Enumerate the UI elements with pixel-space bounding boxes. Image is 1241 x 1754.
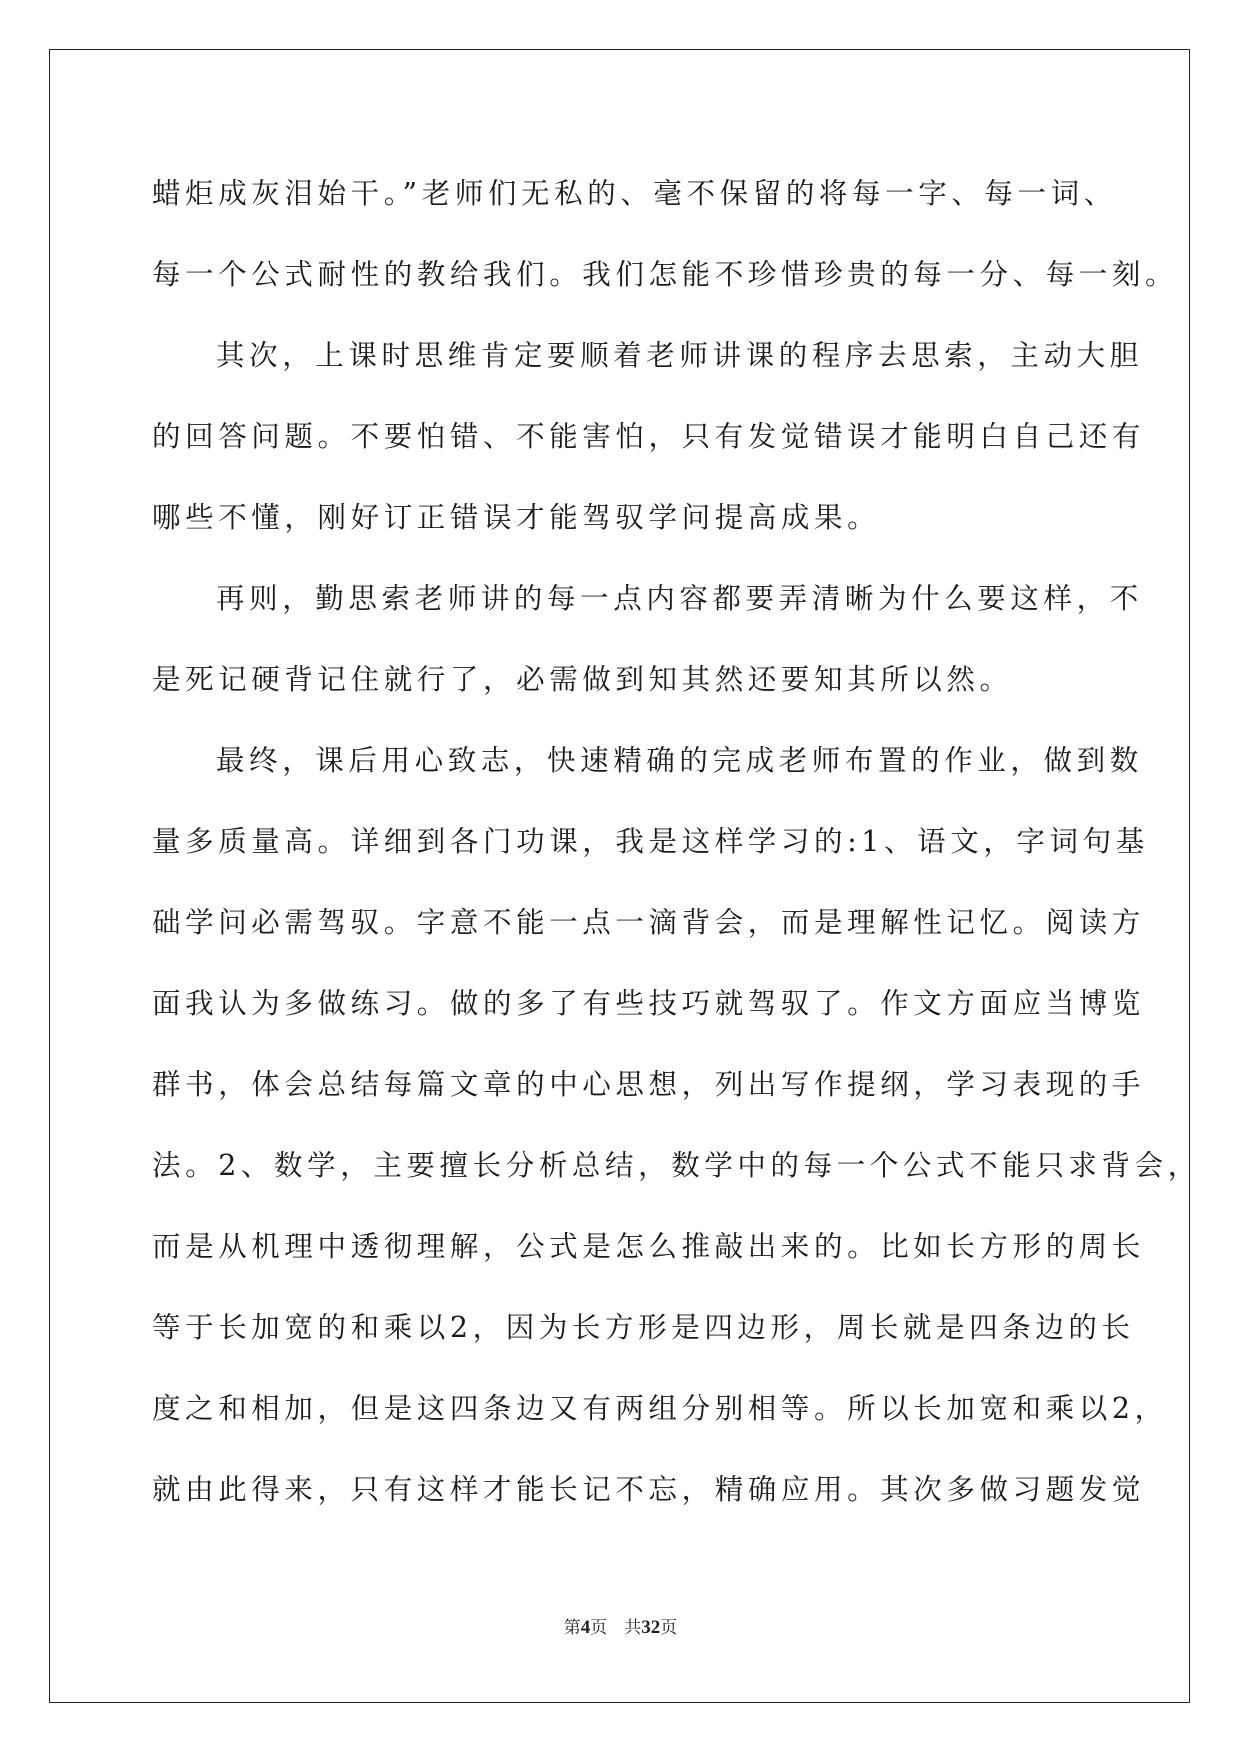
paragraph-start-line: 再则，勤思索老师讲的每一点内容都要弄清晰为什么要这样，不 [216,582,1143,615]
text-line: 等于长加宽的和乘以2，因为长方形是四边形，周长就是四条边的长 [152,1311,1135,1344]
text-line: 就由此得来，只有这样才能长记不忘，精确应用。其次多做习题发觉 [152,1473,1146,1506]
paragraph-start-line: 最终，课后用心致志，快速精确的完成老师布置的作业，做到数 [216,744,1143,777]
text-line: 面我认为多做练习。做的多了有些技巧就驾驭了。作文方面应当博览 [152,987,1146,1020]
paragraph-start-line: 其次，上课时思维肯定要顺着老师讲课的程序去思索，主动大胆 [216,339,1143,372]
text-line: 每一个公式耐性的教给我们。我们怎能不珍惜珍贵的每一分、每一刻。 [152,258,1179,291]
text-line: 而是从机理中透彻理解，公式是怎么推敲出来的。比如长方形的周长 [152,1230,1146,1263]
text-line: 量多质量高。详细到各门功课，我是这样学习的:1、语文，字词句基 [152,825,1149,858]
page-border [49,49,1201,1703]
text-line: 础学问必需驾驭。字意不能一点一滴背会，而是理解性记忆。阅读方 [152,906,1146,939]
text-line: 法。2、数学，主要擅长分析总结，数学中的每一个公式不能只求背会， [152,1149,1201,1182]
text-line: 哪些不懂，刚好订正错误才能驾驭学问提高成果。 [152,501,881,534]
text-line: 是死记硬背记住就行了，必需做到知其然还要知其所以然。 [152,663,1013,696]
footer-prefix: 第 [563,1618,581,1638]
footer-suffix: 页 [660,1618,678,1638]
page-number-footer [0,1613,1241,1639]
text-line: 度之和相加，但是这四条边又有两组分别相等。所以长加宽和乘以2， [152,1392,1168,1425]
total-page-count: 32 [641,1617,661,1638]
text-line: 蜡炬成灰泪始干。”老师们无私的、毫不保留的将每一字、每一词、 [152,177,1117,210]
current-page-number: 4 [580,1617,591,1638]
footer-middle: 页 共 [590,1618,642,1638]
text-line: 的回答问题。不要怕错、不能害怕，只有发觉错误才能明白自己还有 [152,420,1146,453]
text-line: 群书，体会总结每篇文章的中心思想，列出写作提纲，学习表现的手 [152,1068,1146,1101]
